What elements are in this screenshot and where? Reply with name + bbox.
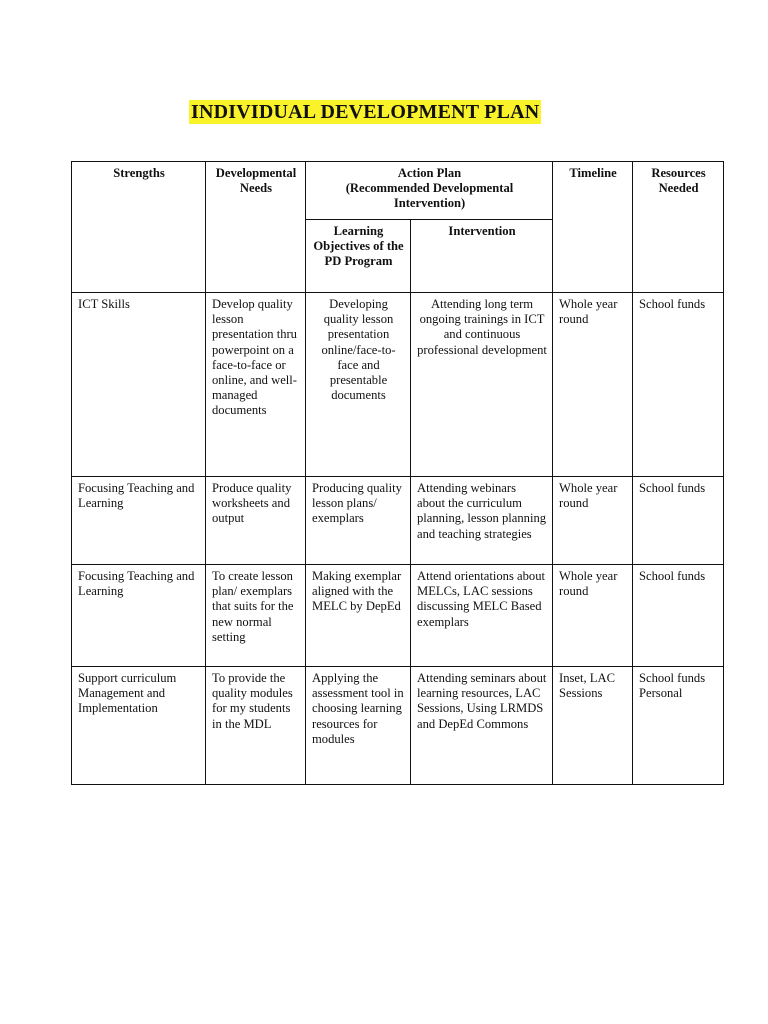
- cell-timeline: Whole year round: [553, 565, 633, 667]
- table-row: [72, 667, 724, 785]
- cell-resources: School funds Personal: [633, 667, 724, 785]
- cell-strength: Focusing Teaching and Learning: [72, 565, 206, 667]
- cell-objective: Producing quality lesson plans/ exemplars: [306, 477, 411, 565]
- development-plan-table: [71, 161, 724, 785]
- header-intervention: Intervention: [411, 220, 553, 293]
- cell-timeline: Whole year round: [553, 293, 633, 477]
- cell-intervention: Attending webinars about the curriculum planning, lesson planning and teaching strategies: [411, 477, 553, 565]
- table-row: [72, 565, 724, 667]
- header-development-needs: Developmental Needs: [206, 162, 306, 293]
- table-row: [72, 293, 724, 477]
- cell-objective: Developing quality lesson presentation online/face-to-face and presentable documents: [306, 293, 411, 477]
- cell-resources: School funds: [633, 565, 724, 667]
- cell-strength: Focusing Teaching and Learning: [72, 477, 206, 565]
- cell-need: To create lesson plan/ exemplars that suits for the new normal setting: [206, 565, 306, 667]
- cell-intervention: Attend orientations about MELCs, LAC sessions discussing MELC Based exemplars: [411, 565, 553, 667]
- table-row: [72, 477, 724, 565]
- cell-resources: School funds: [633, 477, 724, 565]
- cell-need: Develop quality lesson presentation thru powerpoint on a face-to-face or online, and well-managed documents: [206, 293, 306, 477]
- header-timeline: Timeline: [553, 162, 633, 293]
- cell-strength: ICT Skills: [72, 293, 206, 477]
- cell-strength: Support curriculum Management and Implementation: [72, 667, 206, 785]
- cell-need: To provide the quality modules for my students in the MDL: [206, 667, 306, 785]
- cell-timeline: Whole year round: [553, 477, 633, 565]
- header-row: [72, 162, 724, 220]
- header-resources: Resources Needed: [633, 162, 724, 293]
- cell-intervention: Attending seminars about learning resources, LAC Sessions, Using LRMDS and DepEd Commons: [411, 667, 553, 785]
- header-strengths: Strengths: [72, 162, 206, 293]
- cell-resources: School funds: [633, 293, 724, 477]
- cell-objective: Making exemplar aligned with the MELC by DepEd: [306, 565, 411, 667]
- cell-intervention: Attending long term ongoing trainings in ICT and continuous professional development: [411, 293, 553, 477]
- header-action-plan: [306, 162, 553, 220]
- document-title: INDIVIDUAL DEVELOPMENT PLAN: [191, 101, 540, 123]
- cell-timeline: Inset, LAC Sessions: [553, 667, 633, 785]
- cell-objective: Applying the assessment tool in choosing learning resources for modules: [306, 667, 411, 785]
- action-plan-sublabel: (Recommended Developmental Intervention): [345, 181, 514, 211]
- header-learning-objectives: Learning Objectives of the PD Program: [306, 220, 411, 293]
- cell-need: Produce quality worksheets and output: [206, 477, 306, 565]
- action-plan-label: Action Plan: [397, 166, 462, 180]
